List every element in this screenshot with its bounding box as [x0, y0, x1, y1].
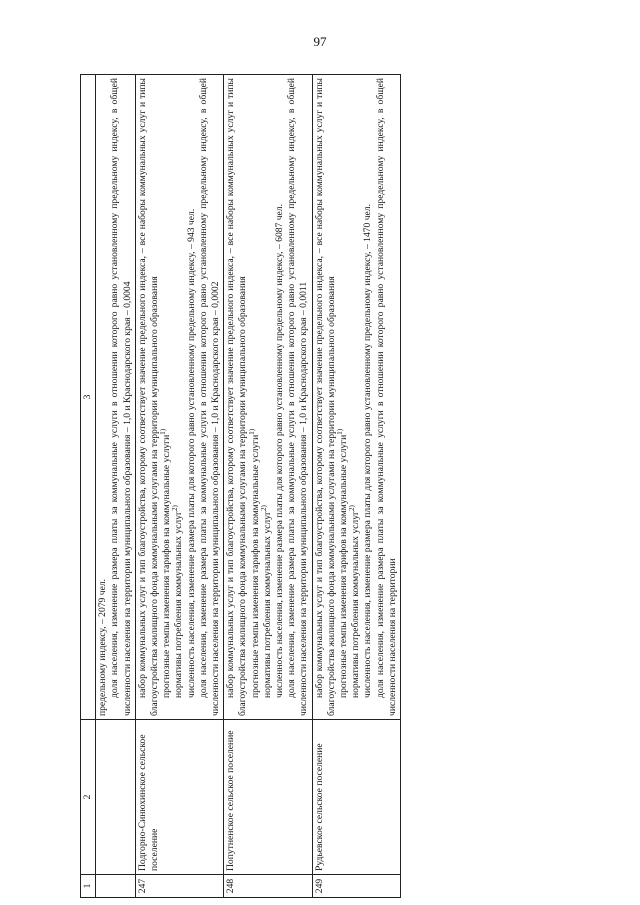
paragraph [286, 78, 310, 716]
paragraph-text: численность населения, изменение размера платы для которого равно установленному предельному индексу, – 943 чел. [185, 208, 197, 698]
header-col-3: 3 [81, 75, 96, 720]
paragraph [186, 78, 198, 716]
paragraph-text: численность населения, изменение размера платы для которого равно установленному предельному индексу, – 1470 чел. [362, 204, 374, 698]
paragraph-text: доля населения, изменение размера платы за коммунальные услуги в отношении которого равно установленному предельному индексу, в общей численности населения на территории муниципального образования – 1,0 и Краснодарского края – 0,0002 [197, 78, 222, 716]
row-name-cell [96, 720, 136, 875]
paragraph-text: набор коммунальных услуг и тип благоустройства, которому соответствует значение предельного индекса, – все наборы коммунальных услуг и типы благоустройства жилищного фонда коммунальными услугами на территории муниципального образования [225, 78, 249, 716]
paragraph-text: доля населения, изменение размера платы за коммунальные услуги в отношении которого равно установленному предельному индексу, в общей численности населения на территории муниципального образования – 1,0 и Краснодарского края – 0,0011 [286, 78, 310, 716]
paragraph-text: нормативы потребления коммунальных услуг [350, 511, 362, 698]
row-number-cell [96, 875, 136, 898]
rotated-table-container [80, 74, 592, 898]
row-text-cell [135, 75, 223, 720]
row-text-cell [224, 75, 312, 720]
row-text-cell [96, 75, 136, 720]
table-row-continuation [96, 75, 136, 898]
paragraph-text: доля населения, изменение размера платы за коммунальные услуги в отношении которого равно установленному предельному индексу, в общей численности населения на территории [374, 78, 398, 716]
paragraph [314, 78, 338, 716]
paragraph [198, 78, 222, 716]
row-text-cell [312, 75, 400, 720]
row-number-cell: 247 [135, 875, 223, 898]
paragraph-text: набор коммунальных услуг и тип благоустройства, которому соответствует значение предельного индекса, – все наборы коммунальных услуг и типы благоустройства жилищного фонда коммунальными услугами на территории муниципального образования [136, 78, 161, 716]
table-header-row [81, 75, 96, 898]
paragraph-text: прогнозные темпы изменения тарифов на коммунальные услуги [161, 434, 173, 698]
paragraph [350, 78, 362, 716]
footnote-marker: 1) [159, 428, 168, 435]
table-row [135, 75, 223, 898]
tariff-index-table [80, 74, 401, 898]
row-number-cell: 249 [312, 875, 400, 898]
paragraph: предельному индексу, – 2079 чел. [97, 578, 109, 716]
footnote-marker: 1) [335, 428, 344, 435]
paragraph [173, 78, 185, 716]
paragraph [335, 78, 350, 716]
paragraph [247, 78, 262, 716]
page-number: 97 [313, 34, 327, 49]
row-name-cell: Рудьевское сельское поселение [312, 720, 400, 875]
paragraph [375, 78, 399, 716]
row-name-cell: Попутненское сельское поселение [224, 720, 312, 875]
paragraph [259, 78, 274, 716]
table-row [312, 75, 400, 898]
paragraph-text: нормативы потребления коммунальных услуг [173, 511, 185, 698]
paragraph-text: численность населения, изменение размера платы для которого равно установленному предельному индексу, – 6087 чел. [274, 204, 286, 698]
header-col-2: 2 [81, 720, 96, 875]
paragraph-text: прогнозные темпы изменения тарифов на коммунальные услуги [249, 434, 261, 698]
paragraph [362, 78, 374, 716]
row-number-cell: 248 [224, 875, 312, 898]
footnote-marker: 1) [247, 428, 256, 435]
paragraph-text: набор коммунальных услуг и тип благоустройства, которому соответствует значение предельного индекса, – все наборы коммунальных услуг и типы благоустройства жилищного фонда коммунальными услугами на территории муниципального образования [313, 78, 337, 716]
row-name-cell: Подгорно-Синюхинское сельское поселение [135, 720, 223, 875]
paragraph [137, 78, 161, 716]
paragraph [161, 78, 173, 716]
paragraph-text: прогнозные темпы изменения тарифов на коммунальные услуги [338, 434, 350, 698]
header-col-1: 1 [81, 875, 96, 898]
paragraph [274, 78, 286, 716]
paragraph: доля населения, изменение размера платы за коммунальные услуги в отношении которого равно установленному предельному индексу, в общей численности населения на территории муниципального образования – 1,0 и Краснодарского края – 0,0004 [109, 78, 133, 716]
footnote-marker: 2) [171, 505, 180, 512]
paragraph-text: нормативы потребления коммунальных услуг [261, 511, 273, 698]
footnote-marker: 2) [348, 505, 357, 512]
footnote-marker: 2) [259, 505, 268, 512]
paragraph [225, 78, 249, 716]
table-row [224, 75, 312, 898]
